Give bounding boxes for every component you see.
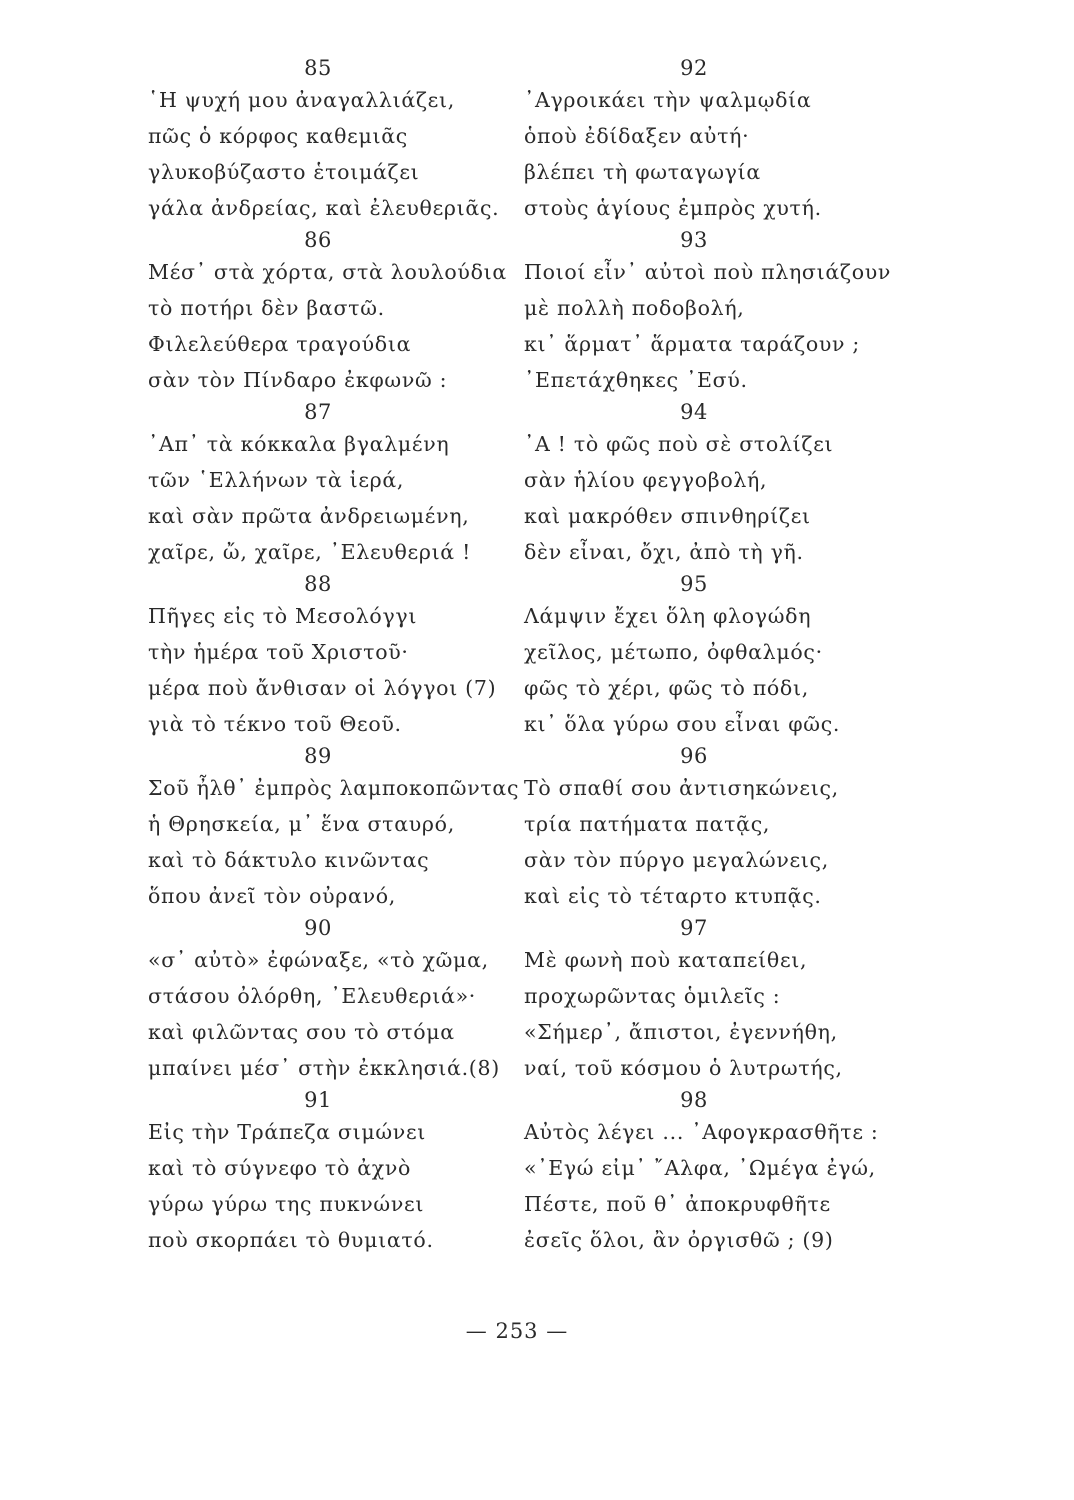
stanza [148,742,548,914]
page-number: — 253 — [465,1319,569,1343]
stanza [148,398,548,570]
verse-line: Τὸ σπαθί σου ἀντισηκώνεις, [524,776,839,800]
verse-line: «Σήμερ᾿, ἄπιστοι, ἐγεννήθη, [524,1020,838,1044]
verse-line: Μὲ φωνὴ ποὺ καταπείθει, [524,948,808,972]
stanza-number: 85 [304,56,332,80]
stanza [524,226,924,398]
verse-line: σὰν ἡλίου φεγγοβολή, [524,468,768,492]
verse-line: τρία πατήματα πατᾷς, [524,812,771,836]
verse-line: ᾿Α ! τὸ φῶς ποὺ σὲ στολίζει [524,432,834,456]
stanza-number: 94 [680,400,708,424]
verse-line: χεῖλος, μέτωπο, ὀφθαλμός· [524,640,823,664]
stanza [524,54,924,226]
verse-line: Αὐτὸς λέγει ... ᾿Αφογκρασθῆτε : [524,1120,879,1144]
verse-line: φῶς τὸ χέρι, φῶς τὸ πόδι, [524,676,809,700]
verse-line: μπαίνει μέσ᾿ στὴν ἐκκλησιά.(8) [148,1056,500,1080]
stanza [524,742,924,914]
verse-line: σὰν τὸν πύργο μεγαλώνεις, [524,848,829,872]
verse-line: στοὺς ἁγίους ἐμπρὸς χυτή. [524,196,822,220]
stanza-number: 86 [304,228,332,252]
stanza [524,398,924,570]
verse-line: Πέστε, ποῦ θ᾿ ἀποκρυφθῆτε [524,1192,831,1216]
verse-line: ᾿Επετάχθηκες ᾿Εσύ. [524,368,748,392]
verse-line: Φιλελεύθερα τραγούδια [148,332,412,356]
page-footer [0,1316,1074,1346]
verse-line: γιὰ τὸ τέκνο τοῦ Θεοῦ. [148,712,402,736]
verse-line: τῶν ῾Ελλήνων τὰ ἱερά, [148,468,405,492]
verse-line: Μέσ᾿ στὰ χόρτα, στὰ λουλούδια [148,260,507,284]
verse-line: ᾿Απ᾿ τὰ κόκκαλα βγαλμένη [148,432,450,456]
verse-line: κι᾿ ἅρματ᾿ ἅρματα ταράζουν ; [524,332,861,356]
verse-line: καὶ φιλῶντας σου τὸ στόμα [148,1020,455,1044]
verse-line: καὶ εἰς τὸ τέταρτο κτυπᾷς. [524,884,822,908]
verse-line: πῶς ὁ κόρφος καθεμιᾶς [148,124,408,148]
stanza-number: 96 [680,744,708,768]
verse-line: ναί, τοῦ κόσμου ὁ λυτρωτής, [524,1056,843,1080]
stanza-number: 92 [680,56,708,80]
verse-line: Λάμψιν ἔχει ὅλη φλογώδη [524,604,812,628]
verse-line: σὰν τὸν Πίνδαρο ἐκφωνῶ : [148,368,448,392]
stanza-number: 98 [680,1088,708,1112]
verse-line: γάλα ἀνδρείας, καὶ ἐλευθεριᾶς. [148,196,500,220]
stanza-number: 95 [680,572,708,596]
stanza [148,1086,548,1258]
verse-line: καὶ σὰν πρῶτα ἀνδρειωμένη, [148,504,470,528]
verse-line: καὶ μακρόθεν σπινθηρίζει [524,504,811,528]
stanza-number: 90 [304,916,332,940]
verse-line: ῾Η ψυχή μου ἀναγαλλιάζει, [148,88,455,112]
verse-line: προχωρῶντας ὁμιλεῖς : [524,984,781,1008]
verse-line: ᾿Αγροικάει τὴν ψαλμῳδία [524,88,812,112]
verse-line: στάσου ὀλόρθη, ᾿Ελευθεριά»· [148,984,477,1008]
verse-line: χαῖρε, ὤ, χαῖρε, ᾿Ελευθεριά ! [148,540,472,564]
stanza-number: 87 [304,400,332,424]
stanza-number: 89 [304,744,332,768]
stanza [148,570,548,742]
stanza [524,570,924,742]
verse-line: ἡ Θρησκεία, μ᾿ ἕνα σταυρό, [148,812,455,836]
stanza-number: 88 [304,572,332,596]
verse-line: Πῆγες εἰς τὸ Μεσολόγγι [148,604,418,628]
stanza [148,914,548,1086]
verse-line: μὲ πολλὴ ποδοβολή, [524,296,745,320]
stanza-number: 91 [304,1088,332,1112]
verse-line: «σ᾿ αὐτὸ» ἐφώναξε, «τὸ χῶμα, [148,948,489,972]
verse-line: καὶ τὸ δάκτυλο κινῶντας [148,848,430,872]
verse-line: ὁποὺ ἐδίδαξεν αὐτή· [524,124,750,148]
stanza-number: 97 [680,916,708,940]
verse-line: Σοῦ ἦλθ᾿ ἐμπρὸς λαμποκοπῶντας [148,776,520,800]
verse-line: γλυκοβύζαστο ἑτοιμάζει [148,160,420,184]
stanza [524,1086,924,1258]
verse-line: κι᾿ ὅλα γύρω σου εἶναι φῶς. [524,712,841,736]
verse-line: Ποιοί εἶν᾿ αὐτοὶ ποὺ πλησιάζουν [524,260,892,284]
left-column [148,54,548,1258]
verse-line: ὅπου ἀνεῖ τὸν οὐρανό, [148,884,396,908]
verse-line: δὲν εἶναι, ὄχι, ἀπὸ τὴ γῆ. [524,540,804,564]
right-column [524,54,924,1258]
stanza [148,226,548,398]
verse-line: μέρα ποὺ ἄνθισαν οἱ λόγγοι (7) [148,676,497,700]
verse-line: τὸ ποτήρι δὲν βαστῶ. [148,296,385,320]
verse-line: «᾿Εγώ εἰμ᾿ ῎Αλφα, ᾿Ωμέγα ἐγώ, [524,1156,876,1180]
verse-line: βλέπει τὴ φωταγωγία [524,160,761,184]
verse-line: ἐσεῖς ὅλοι, ἂν ὀργισθῶ ; (9) [524,1228,834,1252]
stanza [524,914,924,1086]
stanza [148,54,548,226]
stanza-number: 93 [680,228,708,252]
verse-line: ποὺ σκορπάει τὸ θυμιατό. [148,1228,434,1252]
verse-line: Εἰς τὴν Τράπεζα σιμώνει [148,1120,427,1144]
verse-line: γύρω γύρω της πυκνώνει [148,1192,425,1216]
verse-line: καὶ τὸ σύγνεφο τὸ ἀχνὸ [148,1156,412,1180]
verse-line: τὴν ἡμέρα τοῦ Χριστοῦ· [148,640,409,664]
